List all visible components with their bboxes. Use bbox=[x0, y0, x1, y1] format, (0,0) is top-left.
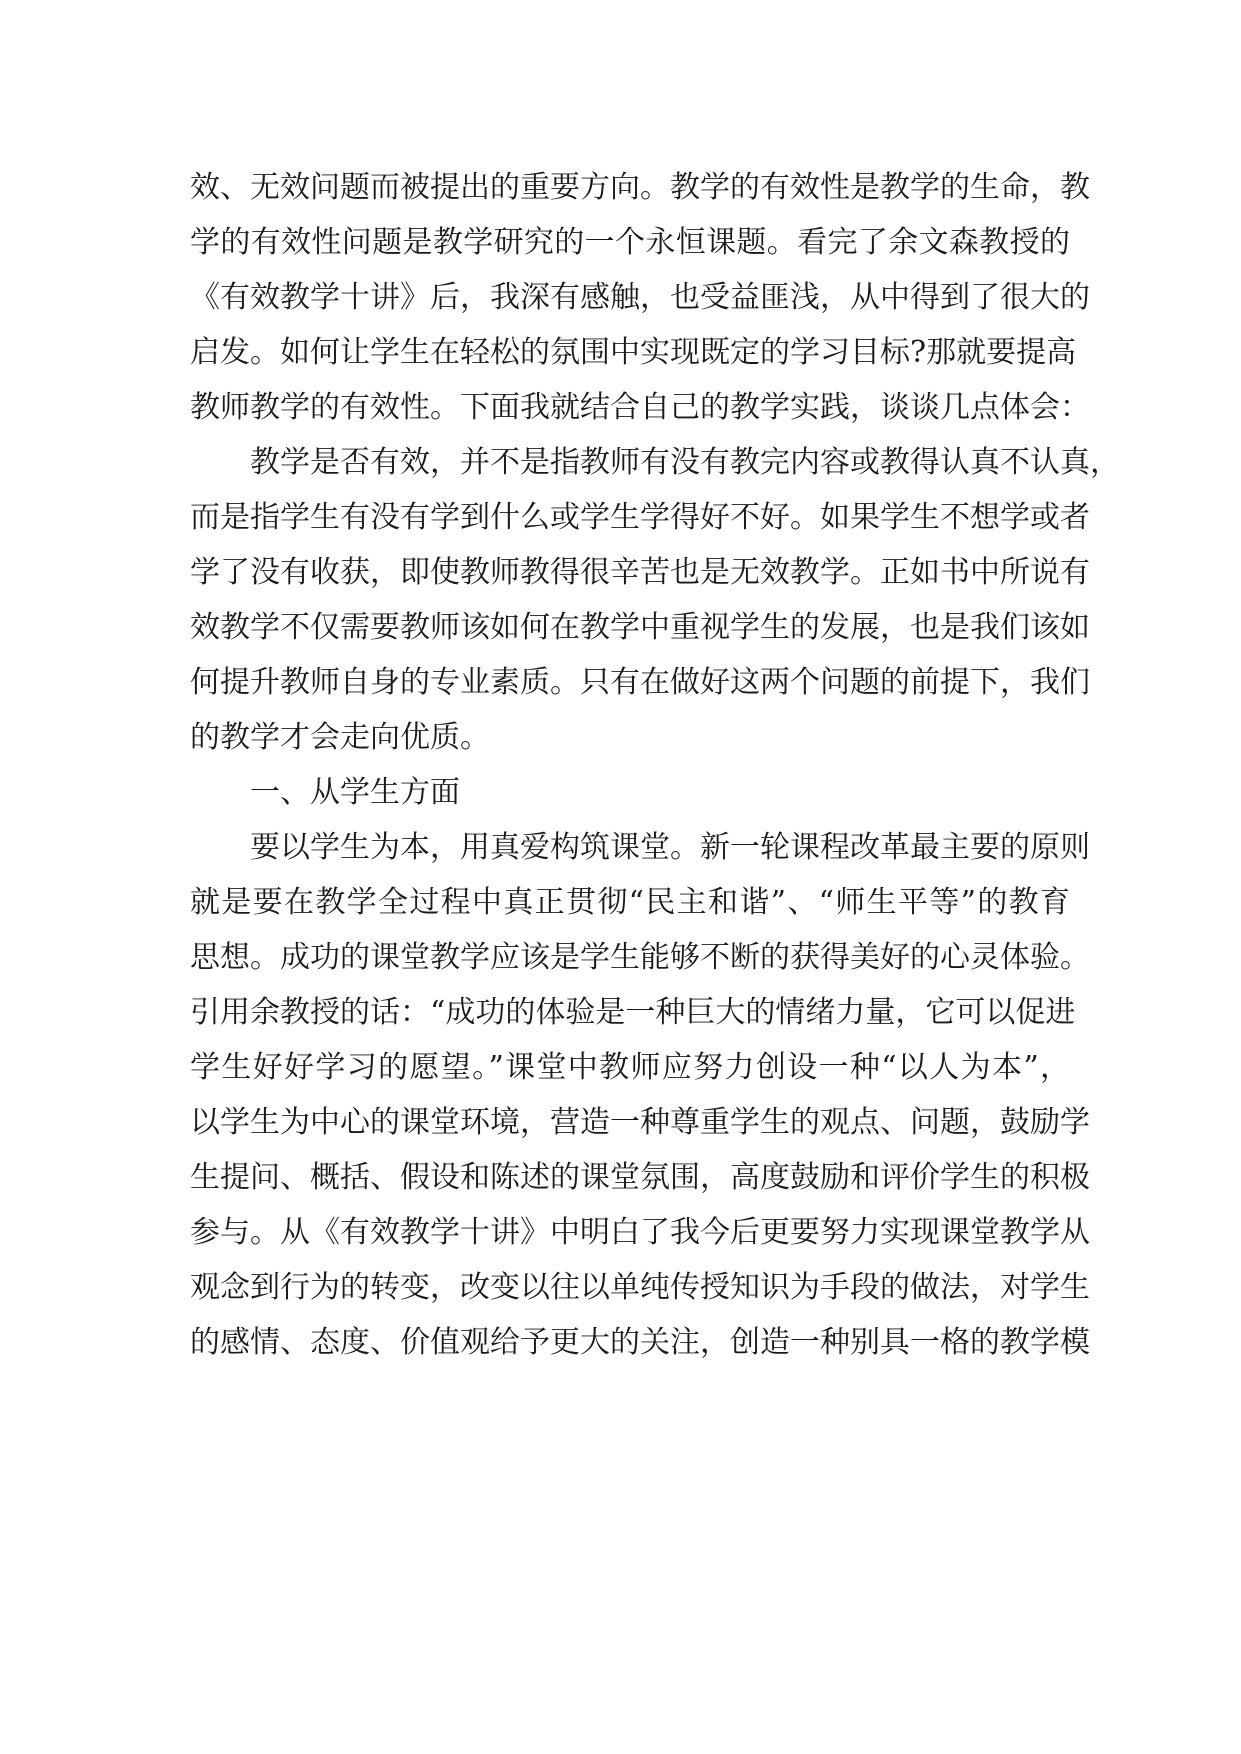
text-line: 生提问、概括、假设和陈述的课堂氛围，高度鼓励和评价学生的积极 bbox=[190, 1160, 1090, 1195]
section-heading: 一、从学生方面 bbox=[250, 775, 460, 810]
text-line: 启发。如何让学生在轻松的氛围中实现既定的学习目标?那就要提高 bbox=[190, 335, 1077, 370]
text-line: 引用余教授的话：“成功的体验是一种巨大的情绪力量，它可以促进 bbox=[190, 995, 1076, 1030]
text-line: 何提升教师自身的专业素质。只有在做好这两个问题的前提下，我们 bbox=[190, 665, 1090, 700]
text-line: 思想。成功的课堂教学应该是学生能够不断的获得美好的心灵体验。 bbox=[190, 940, 1090, 975]
paragraph-start-line: 要以学生为本，用真爱构筑课堂。新一轮课程改革最主要的原则 bbox=[250, 830, 1090, 865]
text-line: 以学生为中心的课堂环境，营造一种尊重学生的观点、问题，鼓励学 bbox=[190, 1105, 1090, 1140]
text-line: 学的有效性问题是教学研究的一个永恒课题。看完了余文森教授的 bbox=[190, 225, 1070, 260]
text-line: 观念到行为的转变，改变以往以单纯传授知识为手段的做法，对学生 bbox=[190, 1270, 1090, 1305]
text-line: 的感情、态度、价值观给予更大的关注，创造一种别具一格的教学模 bbox=[190, 1325, 1090, 1360]
text-line: 效、无效问题而被提出的重要方向。教学的有效性是教学的生命，教 bbox=[190, 170, 1090, 205]
text-line: 而是指学生有没有学到什么或学生学得好不好。如果学生不想学或者 bbox=[190, 500, 1090, 535]
text-line: 教师教学的有效性。下面我就结合自己的教学实践，谈谈几点体会： bbox=[190, 390, 1090, 425]
text-line: 学了没有收获，即使教师教得很辛苦也是无效教学。正如书中所说有 bbox=[190, 555, 1090, 590]
text-line: 效教学不仅需要教师该如何在教学中重视学生的发展，也是我们该如 bbox=[190, 610, 1090, 645]
text-line: 参与。从《有效教学十讲》中明白了我今后更要努力实现课堂教学从 bbox=[190, 1215, 1090, 1250]
text-line: 就是要在教学全过程中真正贯彻“民主和谐”、“师生平等”的教育 bbox=[190, 885, 1070, 920]
text-line: 《有效教学十讲》后，我深有感触，也受益匪浅，从中得到了很大的 bbox=[190, 280, 1090, 315]
paragraph-end-line: 的教学才会走向优质。 bbox=[190, 720, 490, 755]
text-line: 学生好好学习的愿望。”课堂中教师应努力创设一种“以人为本”， bbox=[190, 1050, 1070, 1085]
body-text bbox=[190, 160, 1120, 1370]
paragraph-start-line: 教学是否有效，并不是指教师有没有教完内容或教得认真不认真， bbox=[250, 445, 1120, 480]
